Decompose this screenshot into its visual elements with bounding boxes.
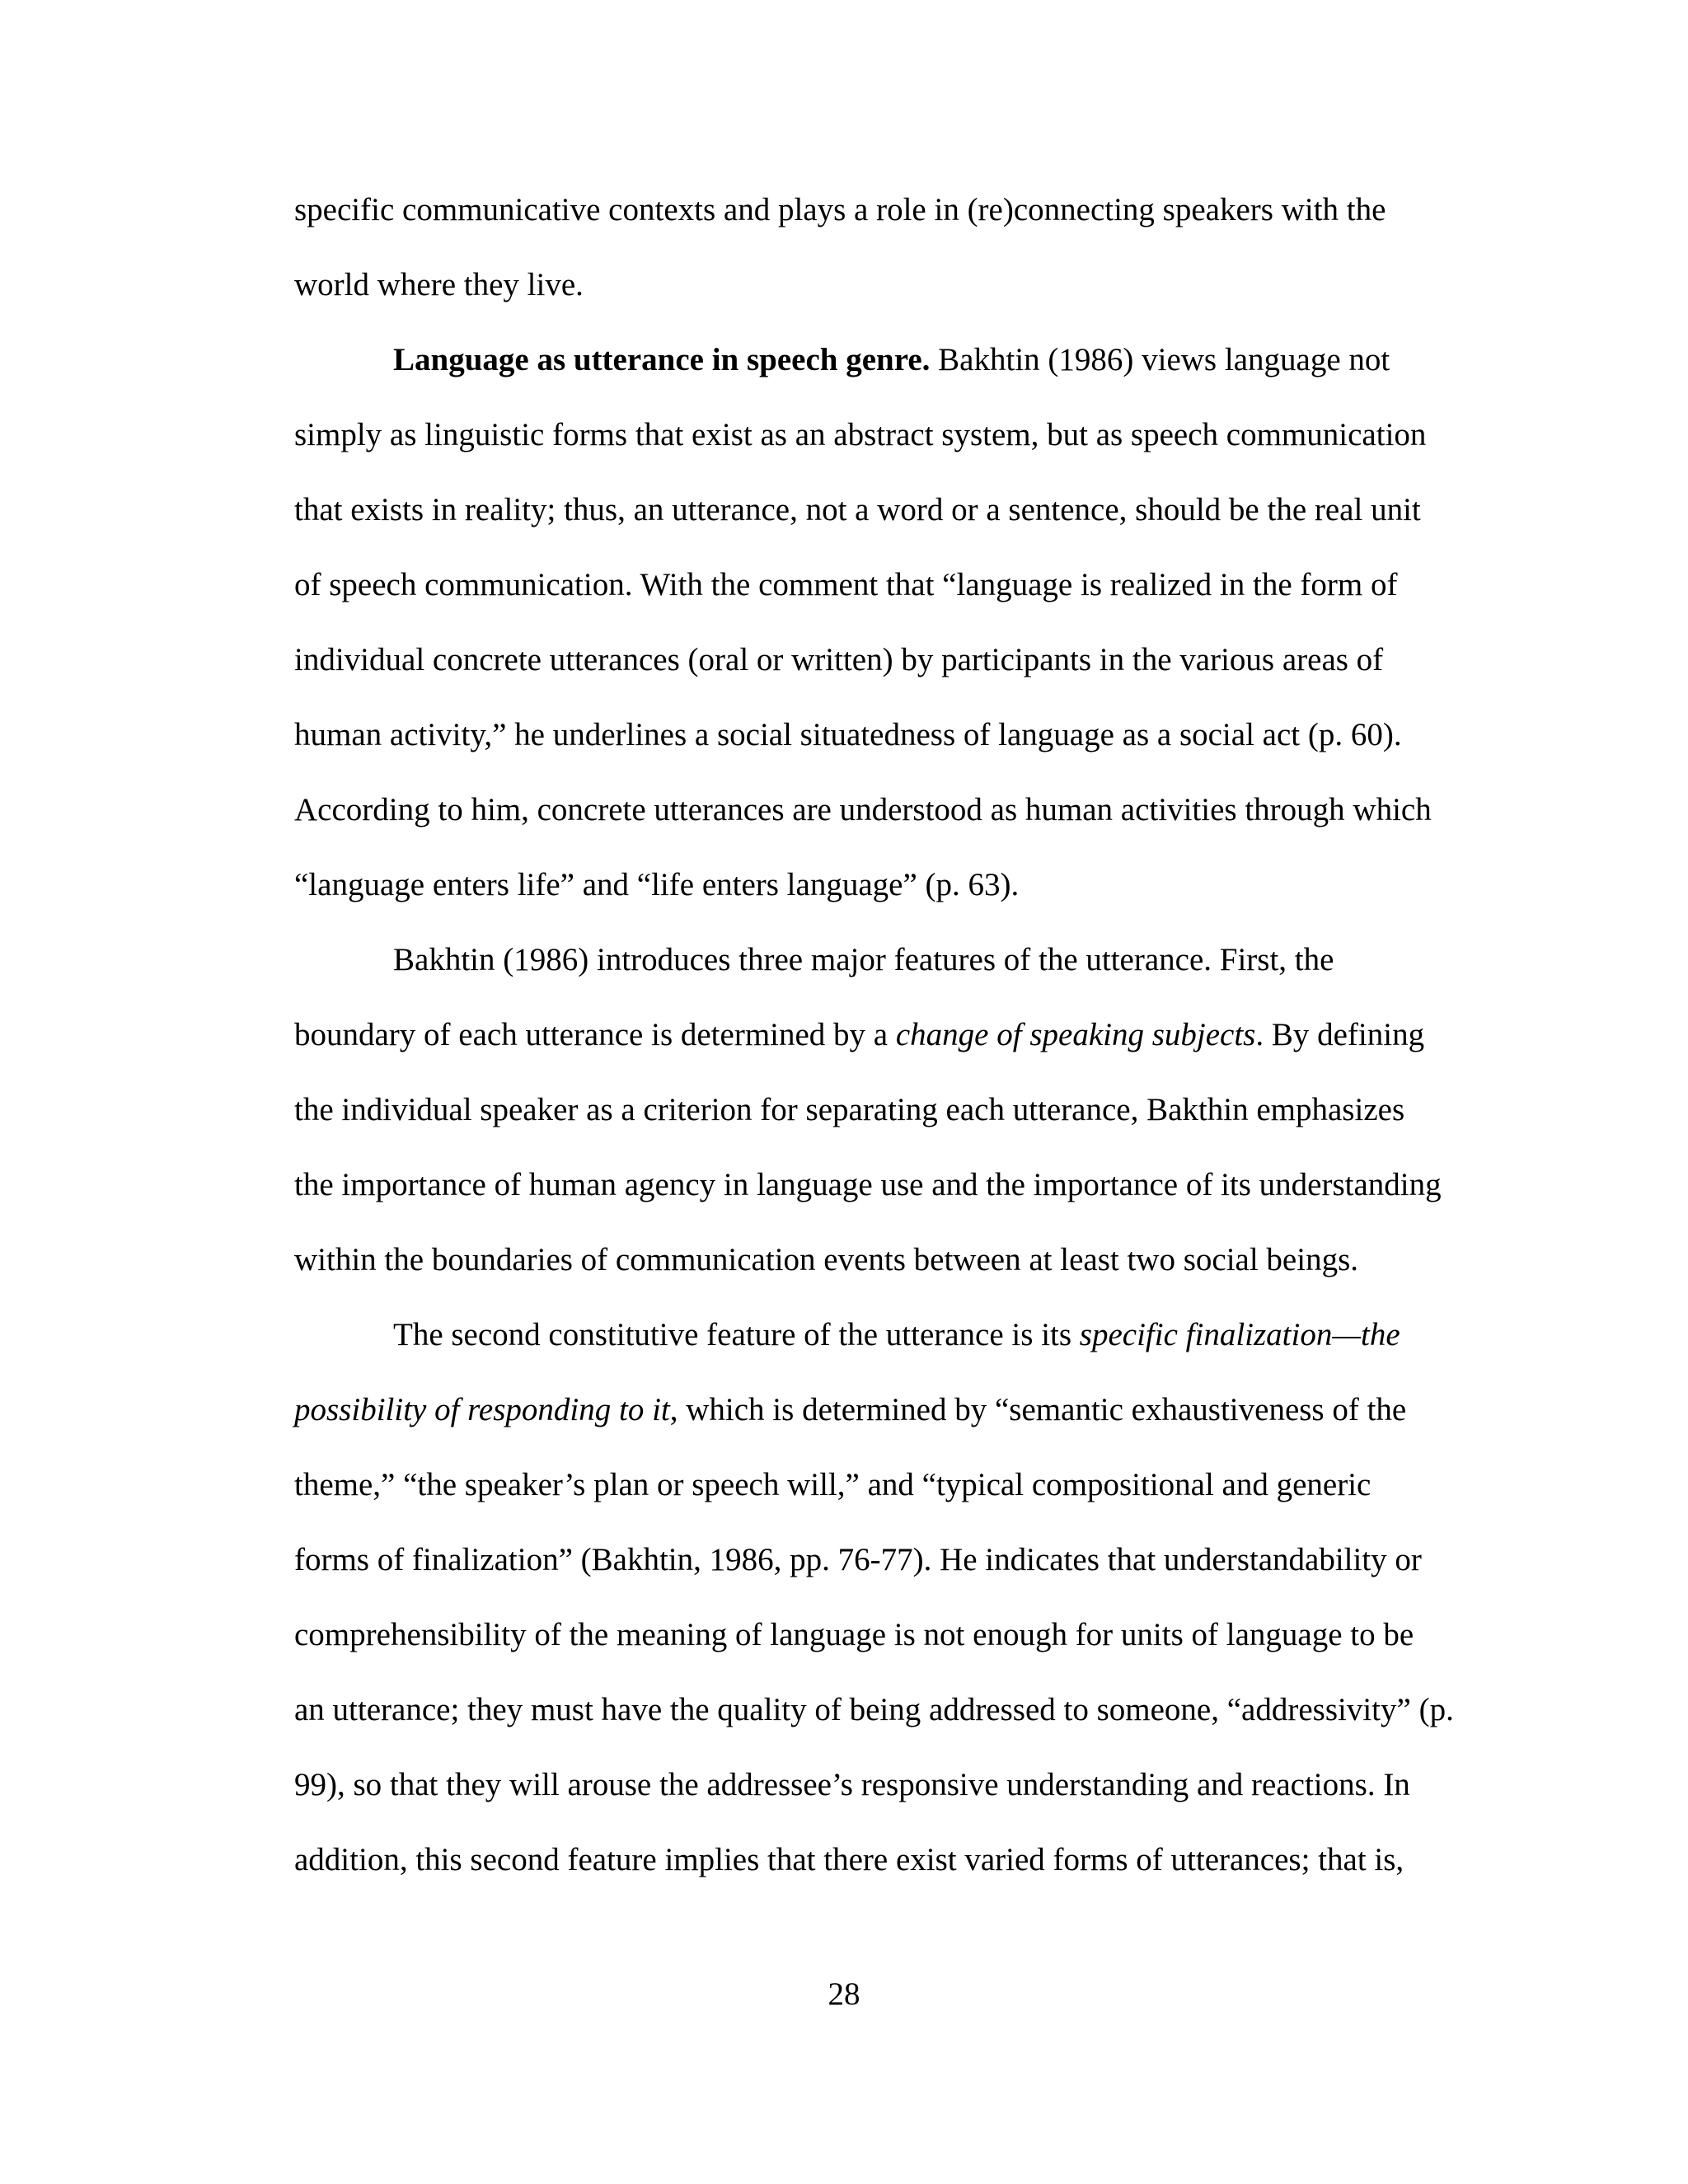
page-number: 28 [828,1976,860,2012]
text-line: According to him, concrete utterances are understood as human activities through which [294,792,1432,827]
text-line: The second constitutive feature of the utterance is its specific finalization—the [393,1317,1400,1352]
text-line: Bakhtin (1986) introduces three major features of the utterance. First, the [393,942,1334,977]
text-line: within the boundaries of communication events between at least two social beings. [294,1242,1358,1277]
text-line: an utterance; they must have the quality of being addressed to someone, “addressivity” (p. [294,1692,1454,1727]
text-line: the importance of human agency in language use and the importance of its understanding [294,1167,1442,1202]
text-line: the individual speaker as a criterion for separating each utterance, Bakthin emphasizes [294,1092,1405,1127]
text-line: 99), so that they will arouse the addressee’s responsive understanding and reactions. In [294,1767,1410,1802]
subheading-line: Language as utterance in speech genre. Bakhtin (1986) views language not [393,342,1390,377]
text-line: boundary of each utterance is determined by a change of speaking subjects. By defining [294,1017,1425,1052]
text-line: that exists in reality; thus, an utterance, not a word or a sentence, should be the real unit [294,492,1421,527]
text-line: “language enters life” and “life enters language” (p. 63). [294,867,1020,902]
text-line: world where they live. [294,267,584,302]
emphasis-text: possibility of responding to it [294,1392,670,1427]
emphasis-text: change of speaking subjects [895,1017,1256,1052]
text-line: individual concrete utterances (oral or written) by participants in the various areas of [294,642,1384,677]
text-line: possibility of responding to it, which is determined by “semantic exhaustiveness of the [294,1392,1407,1427]
text-line: addition, this second feature implies that there exist varied forms of utterances; that is, [294,1842,1404,1877]
text-line: of speech communication. With the comment that “language is realized in the form of [294,567,1398,602]
text-line: forms of finalization” (Bakhtin, 1986, pp. 76-77). He indicates that understandability or [294,1542,1422,1577]
emphasis-text: specific finalization—the [1079,1317,1400,1352]
section-subheading: Language as utterance in speech genre. [393,342,931,377]
text-line: comprehensibility of the meaning of language is not enough for units of language to be [294,1617,1414,1652]
text-line: theme,” “the speaker’s plan or speech will,” and “typical compositional and generic [294,1467,1372,1502]
text-line: simply as linguistic forms that exist as an abstract system, but as speech communication [294,417,1427,452]
text-line: human activity,” he underlines a social situatedness of language as a social act (p. 60). [294,717,1402,752]
text-line: specific communicative contexts and plays a role in (re)connecting speakers with the [294,192,1386,227]
